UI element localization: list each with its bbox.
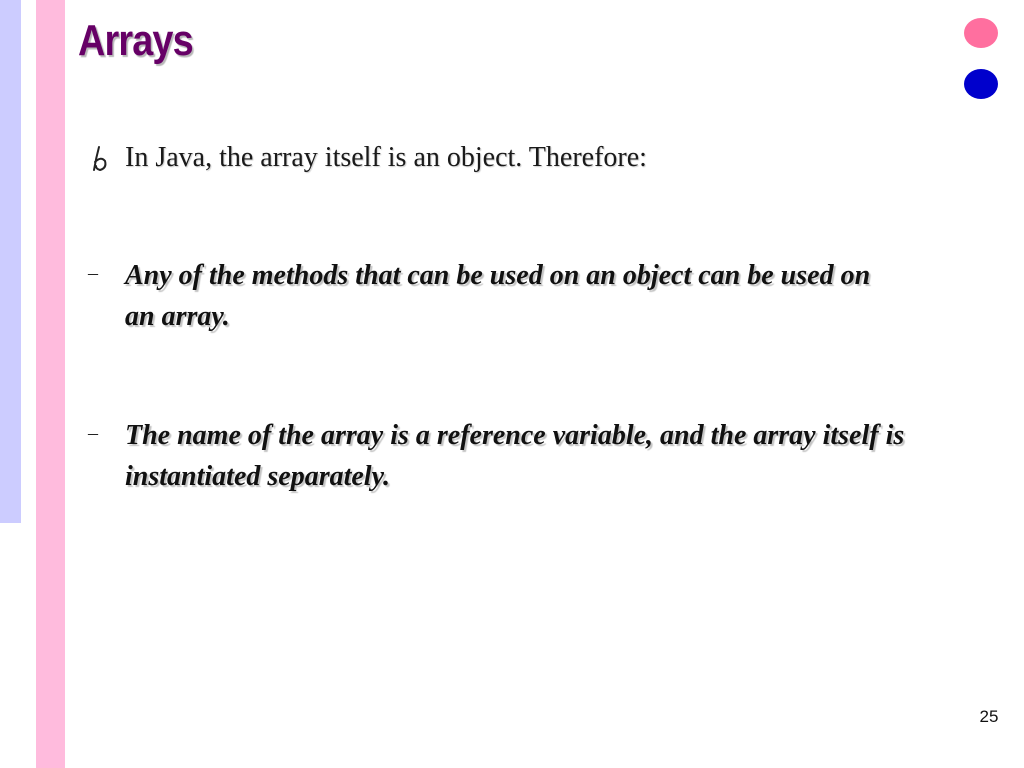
sub-item-reference-variable: The name of the array is a reference variable, and the array itself is instantiated separately. [125,420,905,492]
page-number: 25 [979,707,999,726]
main-bullet-text: In Java, the array itself is an object. Therefore: [125,142,647,173]
blue-circle-decoration [964,69,998,99]
slide-title: Arrays [78,16,193,65]
left-pink-bar [36,0,65,768]
sub-item-dash: – [88,422,98,444]
left-lavender-bar [0,0,21,523]
pink-circle-decoration [964,18,998,48]
sub-item-methods: Any of the methods that can be used on an object can be used on an array. [125,260,871,332]
bullet-icon [90,140,110,174]
sub-item-dash: – [88,262,98,284]
